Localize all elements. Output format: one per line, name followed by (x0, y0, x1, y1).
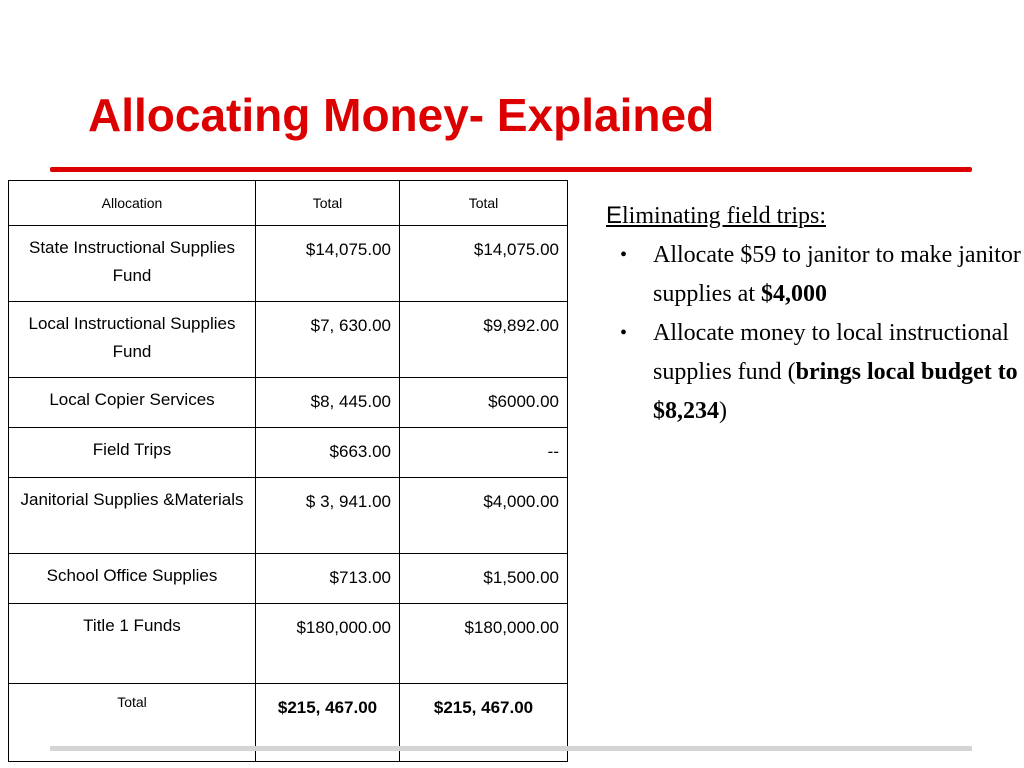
row-total-current: $713.00 (256, 554, 400, 604)
row-label: State Instructional Supplies Fund (9, 226, 256, 302)
notes-heading (606, 196, 1024, 236)
row-label: Local Instructional Supplies Fund (9, 302, 256, 378)
table-row (9, 604, 568, 684)
bullet-text: Allocate money to local instructional supplies fund ( (653, 320, 1009, 385)
bullet-dot-icon: • (620, 322, 628, 344)
header-allocation: Allocation (9, 181, 256, 226)
notes-heading-initial: E (606, 202, 623, 229)
total-label: Total (9, 684, 256, 762)
table-row (9, 302, 568, 378)
notes-panel (606, 196, 1024, 431)
row-total-revised: $4,000.00 (400, 478, 568, 554)
row-total-current: $7, 630.00 (256, 302, 400, 378)
list-item (606, 314, 1024, 431)
table-row (9, 226, 568, 302)
table-row (9, 378, 568, 428)
header-total-current: Total (256, 181, 400, 226)
table-row (9, 554, 568, 604)
total-current: $215, 467.00 (256, 684, 400, 762)
bullet-bold-text: brings local budget to $8,234 (653, 359, 1018, 424)
header-total-revised: Total (400, 181, 568, 226)
allocation-table (8, 180, 568, 762)
bullet-text: Allocate $59 to janitor to make janitor supplies at (653, 242, 1021, 307)
row-label: Local Copier Services (9, 378, 256, 428)
bullet-after-text: ) (719, 398, 727, 424)
notes-heading-text: liminating field trips: (622, 203, 826, 229)
list-item (606, 236, 1024, 314)
row-label: School Office Supplies (9, 554, 256, 604)
row-total-revised: $14,075.00 (400, 226, 568, 302)
row-total-current: $180,000.00 (256, 604, 400, 684)
title-underline-rule (50, 167, 972, 172)
row-total-current: $663.00 (256, 428, 400, 478)
bottom-divider-rule (50, 746, 972, 751)
table-header-row (9, 181, 568, 226)
row-label: Title 1 Funds (9, 604, 256, 684)
total-revised: $215, 467.00 (400, 684, 568, 762)
row-total-revised: $9,892.00 (400, 302, 568, 378)
table-row (9, 428, 568, 478)
row-label: Field Trips (9, 428, 256, 478)
row-total-revised: -- (400, 428, 568, 478)
bullet-bold-text: $4,000 (761, 281, 827, 307)
row-total-current: $14,075.00 (256, 226, 400, 302)
row-total-revised: $6000.00 (400, 378, 568, 428)
slide-title: Allocating Money- Explained (88, 89, 715, 141)
row-label: Janitorial Supplies &Materials (9, 478, 256, 554)
notes-bullet-list (606, 236, 1024, 431)
row-total-revised: $180,000.00 (400, 604, 568, 684)
table-row (9, 478, 568, 554)
bullet-dot-icon: • (620, 244, 628, 266)
row-total-current: $ 3, 941.00 (256, 478, 400, 554)
row-total-current: $8, 445.00 (256, 378, 400, 428)
row-total-revised: $1,500.00 (400, 554, 568, 604)
